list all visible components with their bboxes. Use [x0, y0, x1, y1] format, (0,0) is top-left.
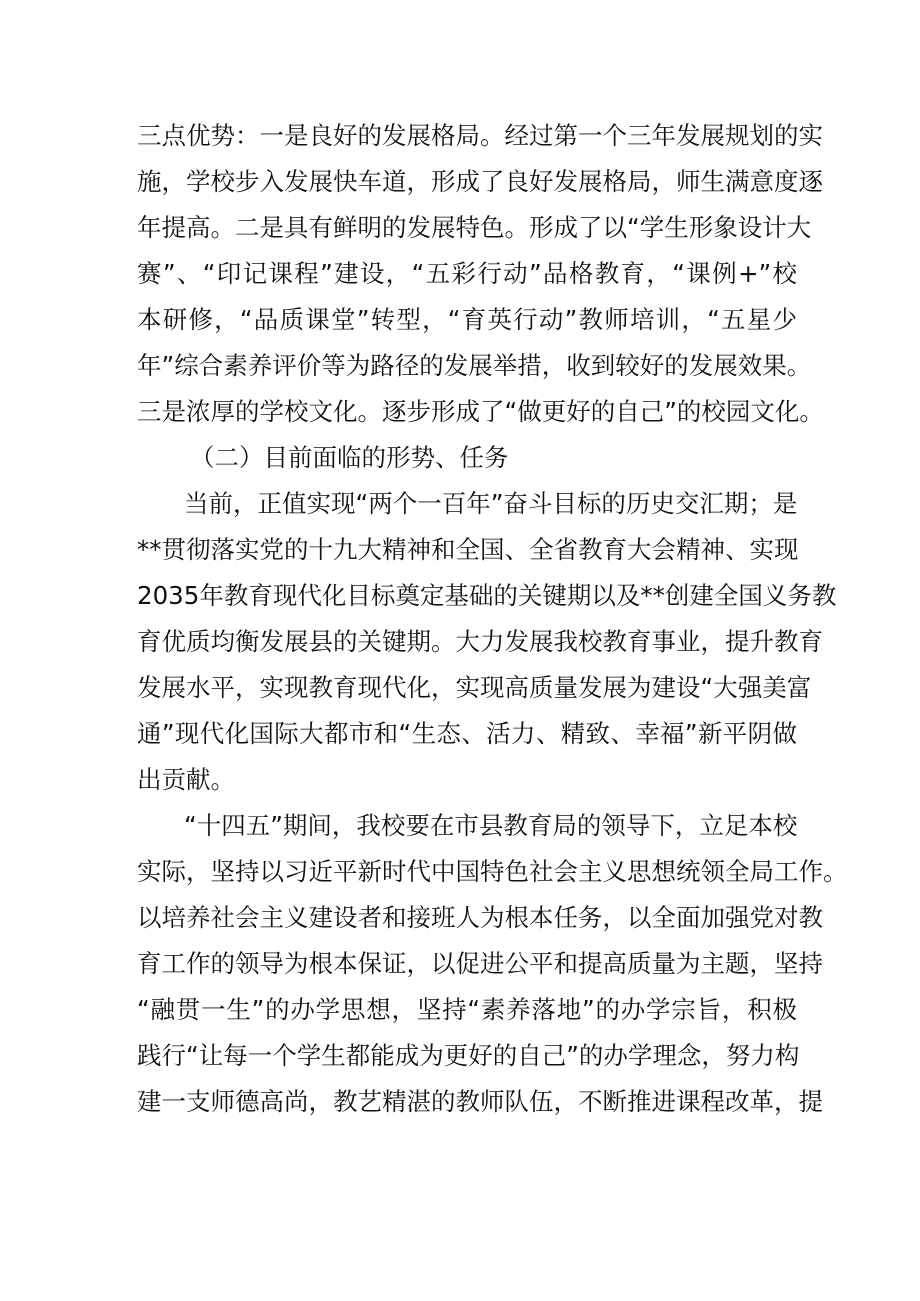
text-line: 当前，正值实现“两个一百年”奋斗目标的历史交汇期；是 — [184, 489, 798, 518]
paragraph-situation — [137, 481, 837, 803]
section-heading: （二）目前面临的形势、任务 — [190, 443, 509, 472]
document-body — [137, 113, 848, 1125]
text-line: 育优质均衡发展县的关键期。大力发展我校教育事业，提升教育 — [137, 627, 823, 656]
text-line: 出贡献。 — [137, 765, 235, 794]
text-line: 通”现代化国际大都市和“生态、活力、精致、幸福”新平阴做 — [137, 719, 797, 748]
text-line: 2035年教育现代化目标奠定基础的关键期以及**创建全国义务教 — [137, 581, 837, 610]
text-line: 践行“让每一个学生都能成为更好的自己”的办学理念，努力构 — [137, 1041, 800, 1070]
paragraph-advantages — [137, 113, 824, 435]
text-line: 年提高。二是具有鲜明的发展特色。形成了以“学生形象设计大 — [137, 213, 812, 242]
text-line: 本研修，“品质课堂”转型，“育英行动”教师培训，“五星少 — [137, 305, 797, 334]
text-line: 赛”、“印记课程”建设，“五彩行动”品格教育，“课例+”校 — [137, 259, 797, 288]
text-line: 建一支师德高尚，教艺精湛的教师队伍，不断推进课程改革，提 — [137, 1087, 823, 1116]
paragraph-plan — [137, 803, 848, 1125]
text-line: 实际，坚持以习近平新时代中国特色社会主义思想统领全局工作。 — [137, 857, 848, 886]
text-line: 施，学校步入发展快车道，形成了良好发展格局，师生满意度逐 — [137, 167, 823, 196]
text-line: “融贯一生”的办学思想，坚持“素养落地”的办学宗旨，积极 — [137, 995, 797, 1024]
text-line: 育工作的领导为根本保证，以促进公平和提高质量为主题，坚持 — [137, 949, 823, 978]
text-line: **贯彻落实党的十九大精神和全国、全省教育大会精神、实现 — [137, 535, 799, 564]
text-line: 三点优势：一是良好的发展格局。经过第一个三年发展规划的实 — [137, 121, 823, 150]
text-line: 年”综合素养评价等为路径的发展举措，收到较好的发展效果。 — [137, 351, 812, 380]
text-line: 发展水平，实现教育现代化，实现高质量发展为建设“大强美富 — [137, 673, 812, 702]
text-line: 三是浓厚的学校文化。逐步形成了“做更好的自己”的校园文化。 — [137, 397, 824, 426]
text-line: “十四五”期间，我校要在市县教育局的领导下，立足本校 — [184, 811, 798, 840]
text-line: 以培养社会主义建设者和接班人为根本任务，以全面加强党对教 — [137, 903, 823, 932]
